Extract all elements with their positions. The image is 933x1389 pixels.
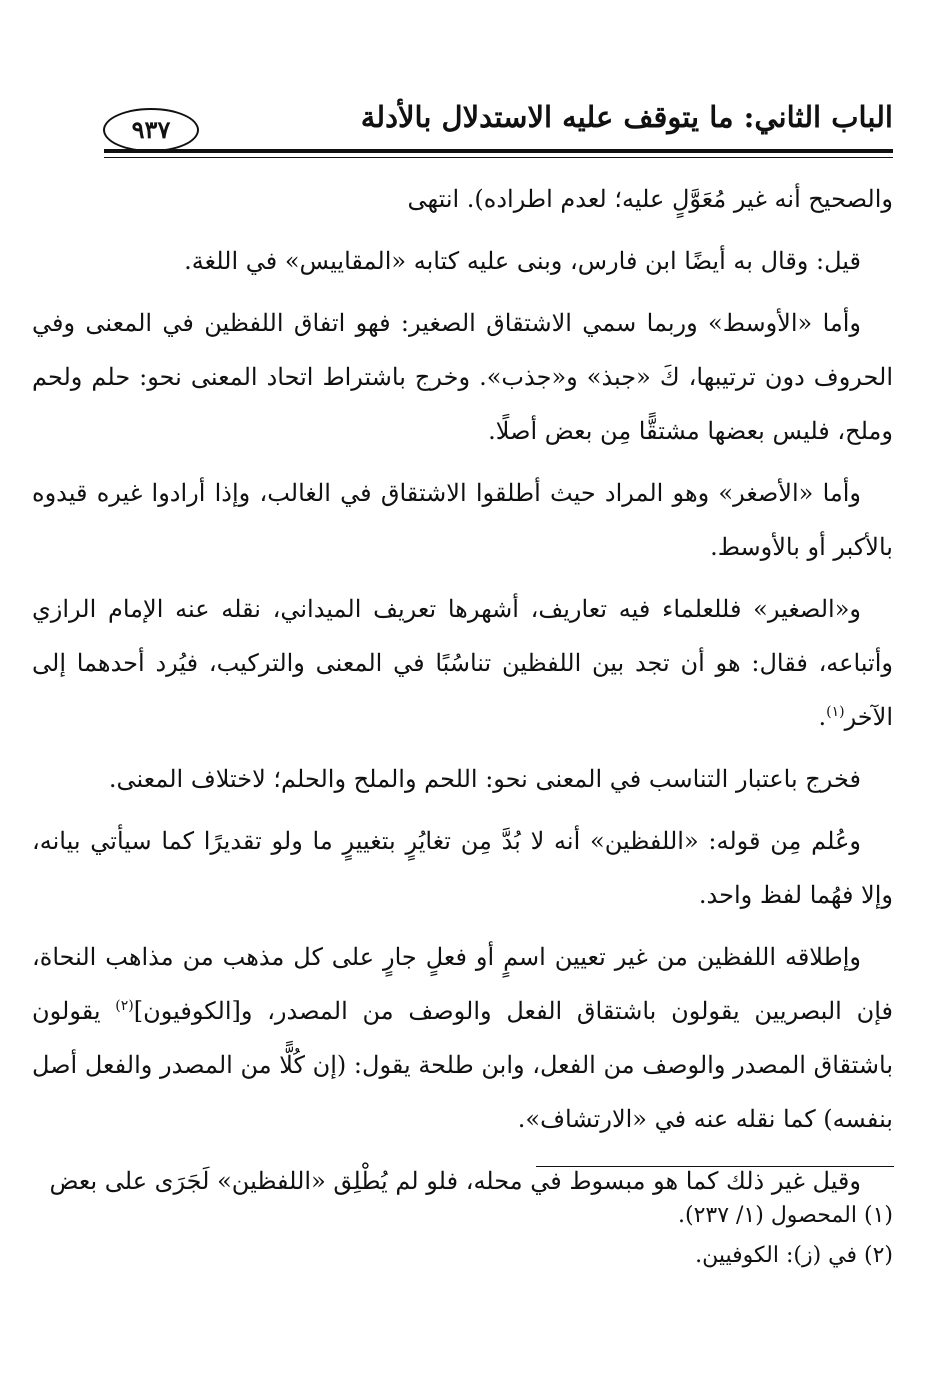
main-text	[32, 172, 893, 1216]
paragraph-2: قيل: وقال به أيضًا ابن فارس، وبنى عليه كتابه «المقاييس» في اللغة.	[184, 247, 861, 275]
paragraph-8-text-b: يقولون باشتقاق المصدر والوصف من الفعل، وابن طلحة يقول: (إن كُلًّا من المصدر والفعل أصل بنفسه) كما نقله عنه في «الارتشاف».	[32, 997, 893, 1133]
paragraph-8-text-a: وإطلاقه اللفظين من غير تعيين اسمٍ أو فعلٍ جارٍ على كل مذهب من مذاهب النحاة، فإن البصريين يقولون باشتقاق الفعل والوصف من المصدر، و[الكوفيون]	[32, 943, 893, 1025]
footnotes	[40, 1196, 893, 1276]
chapter-title: الباب الثاني: ما يتوقف عليه الاستدلال بالأدلة	[360, 100, 893, 134]
header-rule-thick	[104, 149, 893, 153]
paragraph-5-end: .	[818, 703, 827, 731]
footnote-1: (١) المحصول (١/ ٢٣٧).	[677, 1203, 893, 1228]
paragraph-5-text: و«الصغير» فللعلماء فيه تعاريف، أشهرها تعريف الميداني، نقله عنه الإمام الرازي وأتباعه، فقال: هو أن تجد بين اللفظين تناسُبًا في المعنى والتركيب، فيُرد أحدهما إلى الآخر	[32, 595, 893, 731]
paragraph-3: وأما «الأوسط» وربما سمي الاشتقاق الصغير: فهو اتفاق اللفظين في المعنى وفي الحروف دون ترتيبها، كَ «جبذ» و«جذب». وخرج باشتراط اتحاد المعنى نحو: حلم ولحم وملح، فليس بعضها مشتقًّا مِن بعض أصلًا.	[32, 309, 893, 445]
footnote-separator	[536, 1166, 894, 1167]
footnote-2: (٢) في (ز): الكوفيين.	[695, 1243, 893, 1268]
footnote-ref-1[interactable]: (١)	[826, 704, 845, 720]
paragraph-1: والصحيح أنه غير مُعَوَّلٍ عليه؛ لعدم اطراده). انتهى	[407, 185, 893, 213]
header-rule-thin	[104, 157, 893, 158]
paragraph-9: وقيل غير ذلك كما هو مبسوط في محله، فلو لم يُطْلِق «اللفظين» لَجَرَى على بعض	[49, 1167, 861, 1195]
footnote-ref-2[interactable]: (٢)	[115, 998, 134, 1014]
paragraph-6: فخرج باعتبار التناسب في المعنى نحو: اللحم والملح والحلم؛ لاختلاف المعنى.	[108, 765, 861, 793]
page-number: ٩٣٧	[103, 108, 199, 152]
paragraph-4: وأما «الأصغر» وهو المراد حيث أطلقوا الاشتقاق في الغالب، وإذا أرادوا غيره قيدوه بالأكبر أو بالأوسط.	[32, 479, 893, 561]
paragraph-7: وعُلم مِن قوله: «اللفظين» أنه لا بُدَّ مِن تغايُرٍ بتغييرٍ ما ولو تقديرًا كما سيأتي بيانه، وإلا فهُما لفظ واحد.	[32, 827, 893, 909]
paragraph-5	[32, 582, 893, 744]
paragraph-8	[32, 930, 893, 1146]
